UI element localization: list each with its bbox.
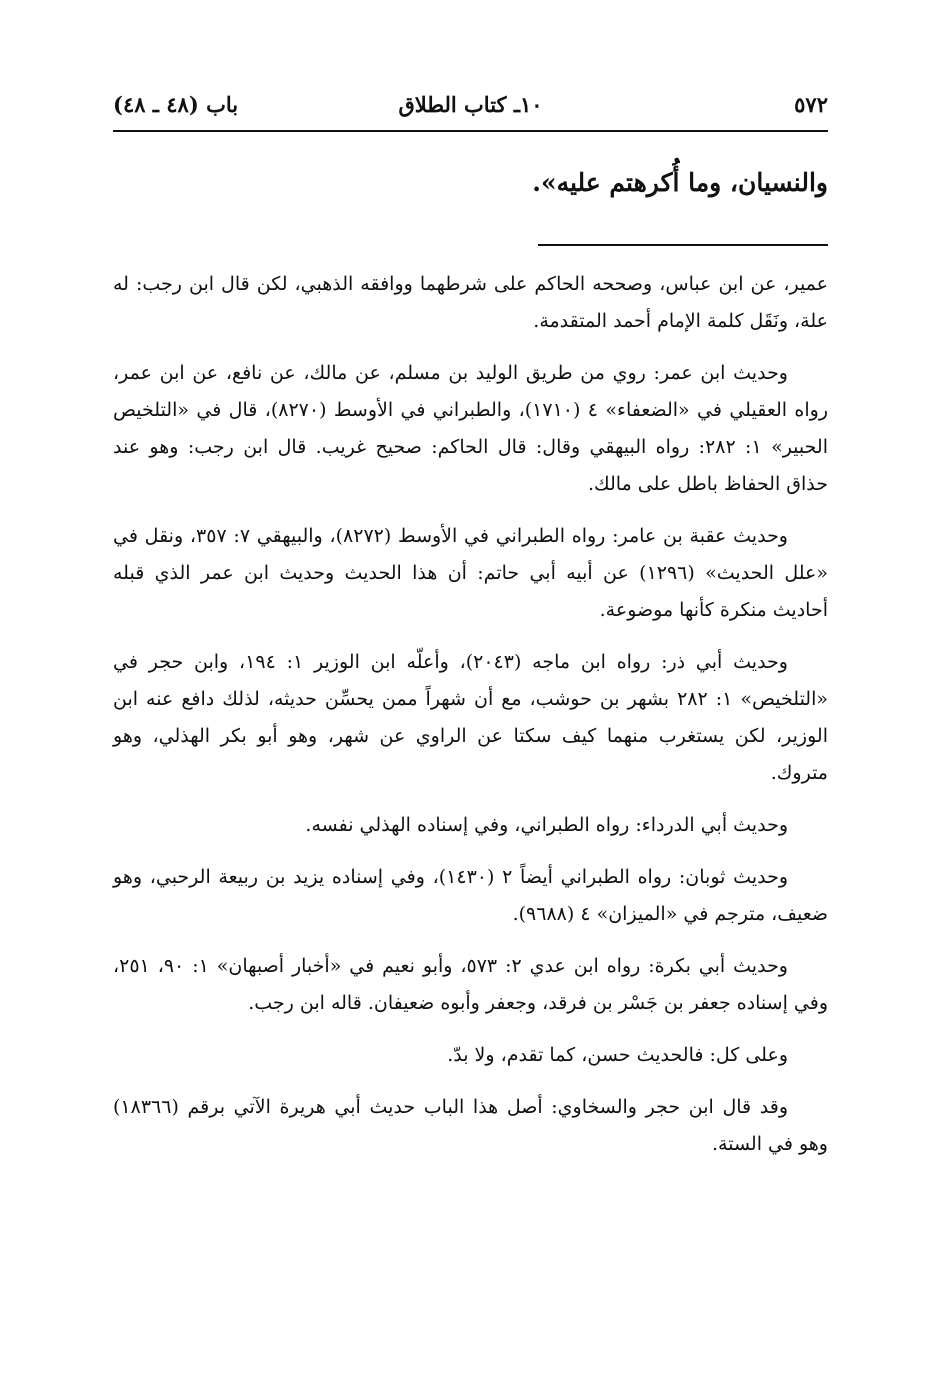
footnote-paragraph: وحديث عقبة بن عامر: رواه الطبراني في الأوسط (٨٢٧٢)، والبيهقي ٧: ٣٥٧، ونقل في «علل الحديث» (١٢٩٦) عن أبيه أبي حاتم: أن هذا الحديث وحديث ابن عمر الذي قبله أحاديث منكرة كأنها موضوعة. xyxy=(113,525,828,621)
footnote-paragraph: وحديث أبي الدرداء: رواه الطبراني، وفي إسناده الهذلي نفسه. xyxy=(305,814,788,836)
page-header xyxy=(113,84,828,132)
footnote-separator xyxy=(538,244,828,246)
footnote-paragraph: وعلى كل: فالحديث حسن، كما تقدم، ولا بدّ. xyxy=(447,1044,788,1066)
footnote-paragraph: عمير، عن ابن عباس، وصححه الحاكم على شرطهما ووافقه الذهبي، لكن قال ابن رجب: له علة، ونَقَل كلمة الإمام أحمد المتقدمة. xyxy=(113,273,828,332)
chapter-reference: باب (٤٨ ـ ٤٨) xyxy=(113,92,239,117)
footnotes xyxy=(113,266,828,1178)
footnote-paragraph: وحديث أبي بكرة: رواه ابن عدي ٢: ٥٧٣، وأبو نعيم في «أخبار أصبهان» ١: ٩٠، ٢٥١، وفي إسناده جعفر بن جَسْر بن فرقد، وجعفر وأبوه ضعيفان. قاله ابن رجب. xyxy=(113,955,828,1014)
book-title: ١٠ـ كتاب الطلاق xyxy=(398,92,543,117)
footnote-paragraph: وحديث ابن عمر: روي من طريق الوليد بن مسلم، عن مالك، عن نافع، عن ابن عمر، رواه العقيلي في «الضعفاء» ٤ (١٧١٠)، والطبراني في الأوسط (٨٢٧٠)، قال في «التلخيص الحبير» ١: ٢٨٢: رواه البيهقي وقال: قال الحاكم: صحيح غريب. قال ابن رجب: وهو عند حذاق الحفاظ باطل على مالك. xyxy=(113,362,829,495)
footnote-paragraph: وقد قال ابن حجر والسخاوي: أصل هذا الباب حديث أبي هريرة الآتي برقم (١٨٣٦٦) وهو في الستة. xyxy=(113,1096,828,1155)
footnote-paragraph: وحديث أبي ذر: رواه ابن ماجه (٢٠٤٣)، وأعلّه ابن الوزير ١: ١٩٤، وابن حجر في «التلخيص» ١: ٢٨٢ بشهر بن حوشب، مع أن شهراً ممن يحسِّن حديثه، لذلك دافع عنه ابن الوزير، لكن يستغرب منهما كيف سكتا عن الراوي عن شهر، وهو أبو بكر الهذلي، وهو متروك. xyxy=(113,651,828,784)
page-number: ٥٧٢ xyxy=(794,92,828,117)
main-text: والنسيان، وما أُكرهتم عليه». xyxy=(532,168,828,197)
footnote-paragraph: وحديث ثوبان: رواه الطبراني أيضاً ٢ (١٤٣٠)، وفي إسناده يزيد بن ربيعة الرحبي، وهو ضعيف، مترجم في «الميزان» ٤ (٩٦٨٨). xyxy=(113,866,828,925)
